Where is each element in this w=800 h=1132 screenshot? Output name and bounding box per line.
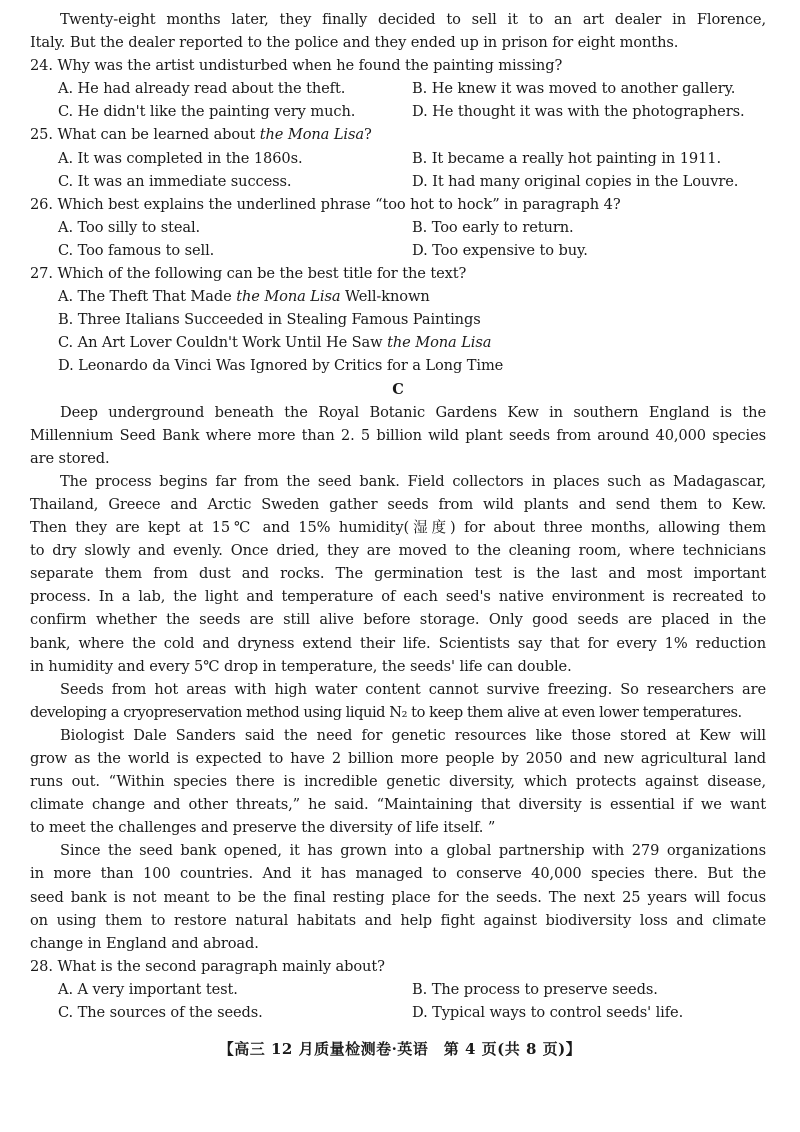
option-c: C. The sources of the seeds. (58, 1004, 263, 1022)
option-b: B. It became a really hot painting in 1911. (412, 149, 722, 167)
option-a: A. He had already read about the theft. (58, 80, 346, 98)
question-26-stem: 26. Which best explains the underlined phrase “too hot to hock” in paragraph 4? (30, 195, 621, 213)
passage-line: confirm whether the seeds are still alive before storage. Only good seeds are placed in the (30, 611, 766, 629)
question-text: ? (363, 126, 372, 144)
option-text: A. The Theft That Made (58, 288, 237, 306)
passage-line: Thailand, Greece and Arctic Sweden gather seeds from wild plants and send them to Kew. (30, 495, 766, 513)
question-italic-title: the Mona Lisa (259, 126, 364, 144)
section-heading: C (392, 380, 404, 398)
passage-line: Deep underground beneath the Royal Botanic Gardens Kew in southern England is the (60, 403, 766, 421)
question-28-stem: 28. What is the second paragraph mainly about? (30, 957, 385, 975)
passage-line: to meet the challenges and preserve the diversity of life itself. ” (30, 819, 496, 837)
passage-line: are stored. (30, 449, 110, 467)
option-italic-title: the Mona Lisa (236, 288, 341, 306)
option-c: C. It was an immediate success. (58, 172, 292, 190)
option-a: A. It was completed in the 1860s. (58, 149, 303, 167)
question-25-stem (30, 123, 766, 146)
passage-line: Millennium Seed Bank where more than 2. 5 billion wild plant seeds from around 40,000 species (30, 426, 766, 444)
passage-line: Seeds from hot areas with high water content cannot survive freezing. So researchers are (60, 680, 766, 698)
passage-line: bank, where the cold and dryness extend their life. Scientists say that for every 1% reduction (30, 634, 766, 652)
question-28-options-row1 (30, 978, 766, 1001)
question-28-options-row2 (30, 1001, 766, 1024)
question-25-options-row2 (30, 170, 766, 193)
page-footer: 【高三 12 月质量检测卷·英语 第 4 页(共 8 页)】 (218, 1040, 582, 1058)
option-b: B. Too early to return. (412, 218, 574, 236)
option-c: C. Too famous to sell. (58, 241, 215, 259)
option-d: D. He thought it was with the photographers. (412, 103, 745, 121)
question-25-options-row1 (30, 147, 766, 170)
option-a (30, 285, 766, 308)
passage-line: Biologist Dale Sanders said the need for genetic resources like those stored at Kew will (60, 726, 766, 744)
question-text: 25. What can be learned about (30, 126, 260, 144)
option-a: A. A very important test. (58, 980, 238, 998)
option-b: B. The process to preserve seeds. (412, 980, 658, 998)
option-a: A. Too silly to steal. (58, 218, 201, 236)
passage-line: process. In a lab, the light and temperature of each seed's native environment is recreated to (30, 588, 766, 606)
passage-line: change in England and abroad. (30, 934, 259, 952)
passage-line: developing a cryopreservation method using liquid N₂ to keep them alive at even lower temperatures. (30, 703, 742, 721)
option-d: D. Too expensive to buy. (412, 241, 588, 259)
passage-line: to dry slowly and evenly. Once dried, they are moved to the cleaning room, where technicians (30, 542, 766, 560)
passage-line: seed bank is not meant to be the final resting place for the seeds. The next 25 years will focus (30, 888, 766, 906)
option-b: B. He knew it was moved to another gallery. (412, 80, 736, 98)
passage-line: runs out. “Within species there is incredible genetic diversity, which protects against disease, (30, 773, 766, 791)
passage-line: in humidity and every 5℃ drop in temperature, the seeds' life can double. (30, 657, 572, 675)
passage-line: Then they are kept at 15℃ and 15% humidity(湿度) for about three months, allowing them (30, 519, 766, 537)
passage-line: climate change and other threats,” he said. “Maintaining that diversity is essential if we want (30, 796, 766, 814)
passage-line: Twenty-eight months later, they finally decided to sell it to an art dealer in Florence, (60, 11, 766, 28)
option-text: C. An Art Lover Couldn't Work Until He Saw (58, 334, 388, 352)
passage-line: in more than 100 countries. And it has managed to conserve 40,000 species there. But the (30, 865, 766, 883)
option-c: C. He didn't like the painting very much. (58, 103, 356, 121)
option-d: D. Typical ways to control seeds' life. (412, 1004, 684, 1022)
question-24-stem: 24. Why was the artist undisturbed when he found the painting missing? (30, 57, 563, 75)
question-26-options-row1 (30, 216, 766, 239)
option-c (30, 331, 766, 354)
option-d: D. Leonardo da Vinci Was Ignored by Critics for a Long Time (58, 357, 504, 375)
question-24-options-row2 (30, 100, 766, 123)
question-24-options-row1 (30, 77, 766, 100)
passage-line: Italy. But the dealer reported to the police and they ended up in prison for eight months. (30, 34, 679, 52)
question-27-stem: 27. Which of the following can be the best title for the text? (30, 265, 467, 283)
passage-line: on using them to restore natural habitats and help fight against biodiversity loss and climate (30, 911, 766, 929)
option-text: Well-known (340, 288, 430, 306)
option-b: B. Three Italians Succeeded in Stealing Famous Paintings (58, 311, 481, 329)
exam-page (30, 8, 766, 1024)
passage-line: The process begins far from the seed bank. Field collectors in places such as Madagascar, (60, 472, 766, 490)
passage-line: Since the seed bank opened, it has grown into a global partnership with 279 organizations (60, 842, 766, 860)
passage-line: grow as the world is expected to have 2 billion more people by 2050 and new agricultural land (30, 750, 766, 767)
passage-line: separate them from dust and rocks. The germination test is the last and most important (30, 565, 766, 583)
option-d: D. It had many original copies in the Louvre. (412, 172, 739, 190)
question-26-options-row2 (30, 239, 766, 262)
option-italic-title: the Mona Lisa (387, 334, 492, 352)
